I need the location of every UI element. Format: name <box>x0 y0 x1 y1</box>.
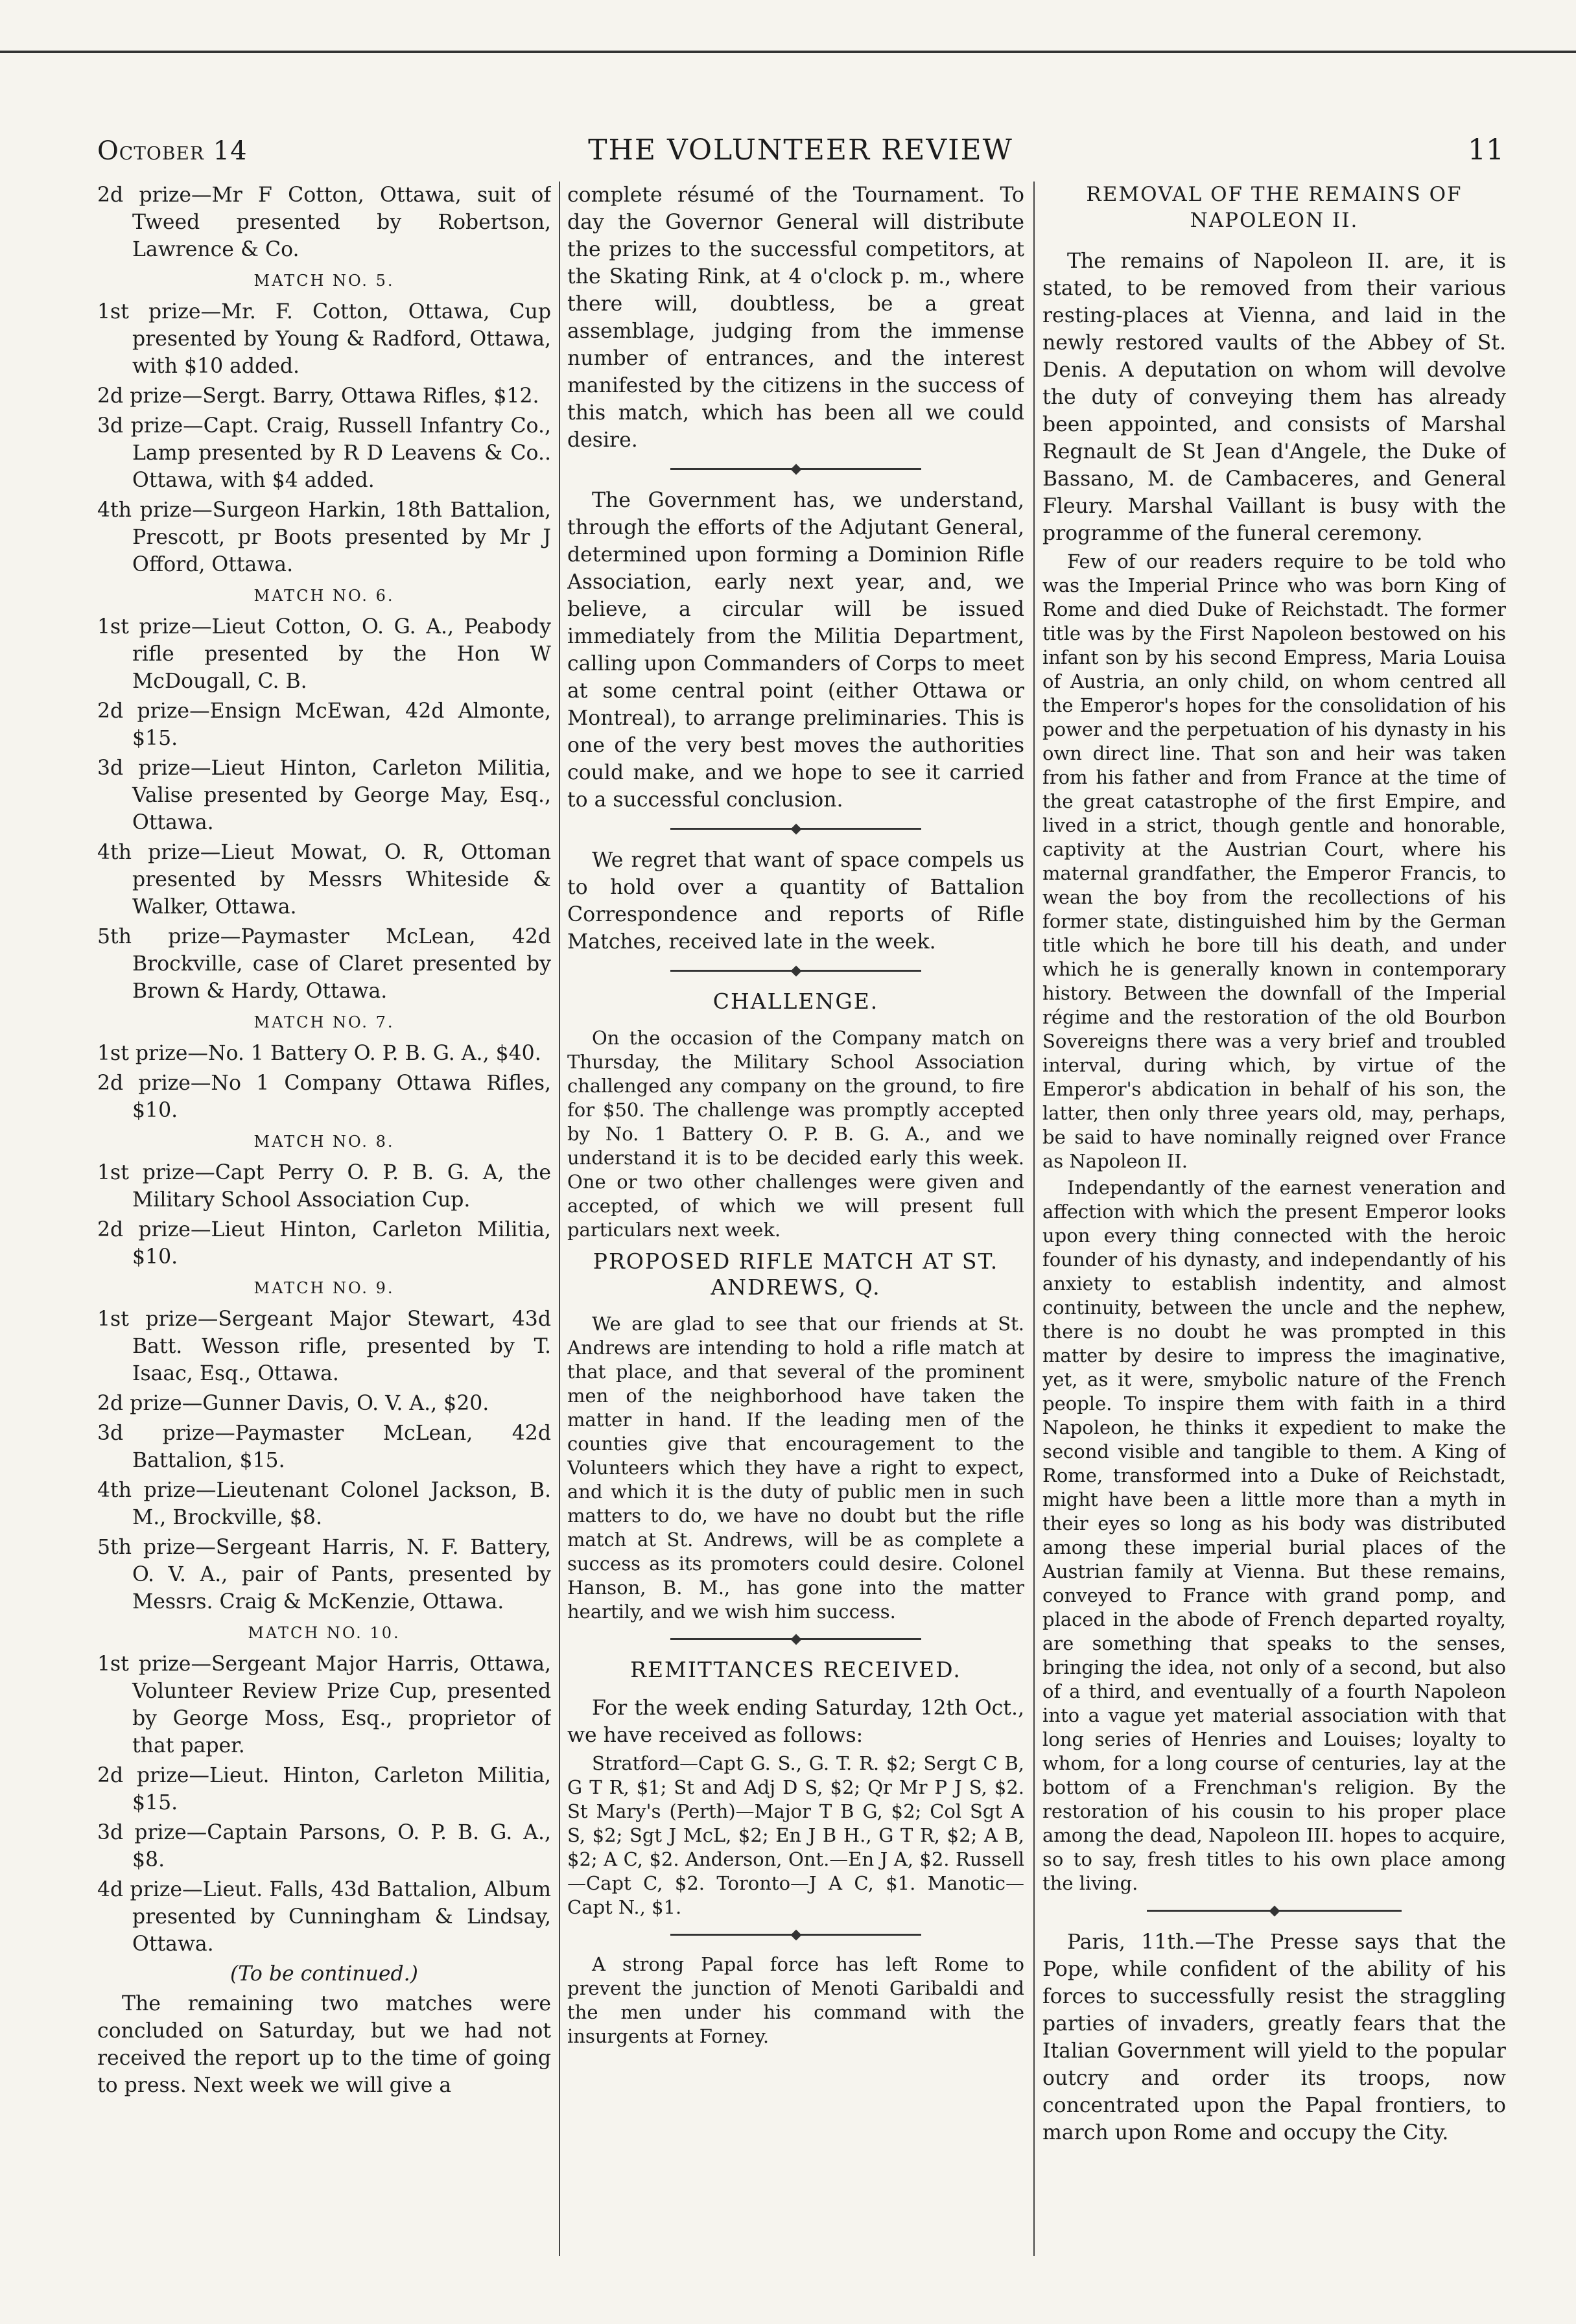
napoleon-paragraph-2: Few of our readers require to be told who was the Imperial Prince who was born King of Rome and died Duke of Reichstadt. The former title was by the First Napoleon bestowed on his infant son by his second Empress, Maria Louisa of Austria, an only child, on whom centred all the Emperor's hopes for the consolidation of his power and the perpetuation of his dynasty in his own direct line. That son and heir was taken from his father and from France at the time of the great catastrophe of the first Empire, and lived in a strict, though gentle and honorable, captivity at the Austrian Court, where his maternal grandfather, the Emperor Francis, to wean the boy from the recollections of his former state, distinguished him by the German title which he bore till his death, and under which he is generally known in contemporary history. Between the downfall of the Imperial régime and the restoration of the old Bourbon Sovereigns there was a very brief and troubled interval, during which, by virtue of the Emperor's abdication in behalf of his son, the latter, then only three years old, may, perhaps, be said to have nominally reigned over France as Napoleon II. <box>1042 550 1506 1172</box>
match-title: MATCH NO. 6. <box>253 587 395 605</box>
prize-entry: 2d prize—Ensign McEwan, 42d Almonte, $15. <box>97 699 551 750</box>
column-napoleon <box>1042 182 1506 2262</box>
space-notice-paragraph: We regret that want of space compels us to hold over a quantity of Battalion Correspondence and reports of Rifle Matches, received late in the week. <box>567 849 1024 954</box>
prize-entry: 2d prize—Mr F Cotton, Ottawa, suit of Tweed presented by Robertson, Lawrence & Co. <box>97 183 551 261</box>
page-header <box>97 130 1504 175</box>
prize-entry: 4th prize—Lieutenant Colonel Jackson, B. M., Brockville, $8. <box>97 1479 551 1529</box>
match-title: MATCH NO. 9. <box>253 1279 395 1297</box>
closing-paragraph: The remaining two matches were concluded on Saturday, but we had not received the report up to the time of going to press. Next week we will give a <box>97 1992 551 2097</box>
prize-entry: 5th prize—Sergeant Harris, N. F. Battery, O. V. A., pair of Pants, presented by Messrs. Craig & McKenzie, Ottawa. <box>97 1536 551 1614</box>
prize-entry: 3d prize—Capt. Craig, Russell Infantry Co., Lamp presented by R D Leavens & Co.. Ottawa, with $4 added. <box>97 414 551 492</box>
match-title: MATCH NO. 7. <box>253 1013 395 1031</box>
rifle-match-heading: PROPOSED RIFLE MATCH AT ST. ANDREWS, Q. <box>593 1249 999 1300</box>
issue-date: October 14 <box>97 136 248 166</box>
section-separator <box>670 1934 922 1936</box>
prize-entry: 4th prize—Lieut Mowat, O. R, Ottoman presented by Messrs Whiteside & Walker, Ottawa. <box>97 841 551 919</box>
prize-entry: 2d prize—Lieut Hinton, Carleton Militia, $10. <box>97 1218 551 1269</box>
papal-force-paragraph: A strong Papal force has left Rome to prevent the junction of Menoti Garibaldi and the men under his command with the insurgents at Forney. <box>567 1953 1024 2047</box>
remittances-list: Stratford—Capt G. S., G. T. R. $2; Sergt C B, G T R, $1; St and Adj D S, $2; Qr Mr P J S, $2. St Mary's (Perth)—Major T B G, $2; Col Sgt A S, $2; Sgt J McL, $2; En J B H., G T R, $2; A B, $2; A C, $2. Anderson, Ont.—En J A, $2. Russell—Capt C, $2. Toronto—J A C, $1. Manotic—Capt N., $1. <box>567 1752 1024 1918</box>
prize-entry: 4th prize—Surgeon Harkin, 18th Battalion, Prescott, pr Boots presented by Mr J Offord, Ottawa. <box>97 499 551 576</box>
prize-entry: 3d prize—Lieut Hinton, Carleton Militia, Valise presented by George May, Esq., Ottawa. <box>97 757 551 834</box>
prize-entry: 2d prize—Sergt. Barry, Ottawa Rifles, $12. <box>97 384 539 408</box>
challenge-heading: CHALLENGE. <box>712 989 879 1014</box>
prize-entry: 4d prize—Lieut. Falls, 43d Battalion, Album presented by Cunningham & Lindsay, Ottawa. <box>97 1878 551 1956</box>
section-separator <box>670 1638 922 1640</box>
section-separator <box>670 468 922 470</box>
top-rule <box>0 51 1576 53</box>
prize-entry: 2d prize—Lieut. Hinton, Carleton Militia, $15. <box>97 1764 551 1814</box>
tournament-paragraph: complete résumé of the Tournament. To day the Governor General will distribute the prizes to the successful competitors, at the Skating Rink, at 4 o'clock p. m., where there will, doubtless, be a great assemblage, judging from the immense number of entrances, and the interest manifested by the citizens in the success of this match, which has been all we could desire. <box>567 183 1024 452</box>
prize-entry: 1st prize—Mr. F. Cotton, Ottawa, Cup presented by Young & Radford, Ottawa, with $10 added. <box>97 300 551 378</box>
prize-entry: 1st prize—Sergeant Major Stewart, 43d Batt. Wesson rifle, presented by T. Isaac, Esq., Ottawa. <box>97 1308 551 1385</box>
remittances-intro: For the week ending Saturday, 12th Oct., we have received as follows: <box>567 1696 1024 1747</box>
paris-dispatch: Paris, 11th.—The Presse says that the Pope, while confident of the ability of his forces to successfully resist the straggling parties of invaders, greatly fears that the Italian Government will yield to the popular outcry and order its troops, now concentrated upon the Papal frontiers, to march upon Rome and occupy the City. <box>1042 1931 1506 2144</box>
prize-entry: 1st prize—Sergeant Major Harris, Ottawa, Volunteer Review Prize Cup, presented by George Moss, Esq., proprietor of that paper. <box>97 1652 551 1757</box>
publication-title: THE VOLUNTEER REVIEW <box>588 134 1013 167</box>
to-be-continued: (To be continued.) <box>230 1962 418 1986</box>
match-title: MATCH NO. 8. <box>253 1133 395 1151</box>
section-separator <box>670 970 922 972</box>
prize-entry: 1st prize—Lieut Cotton, O. G. A., Peabody rifle presented by the Hon W McDougall, C. B. <box>97 615 551 693</box>
column-editorial <box>567 182 1024 2262</box>
prize-entry: 3d prize—Captain Parsons, O. P. B. G. A., $8. <box>97 1821 551 1872</box>
prize-entry: 1st prize—Capt Perry O. P. B. G. A, the Military School Association Cup. <box>97 1161 551 1212</box>
napoleon-paragraph-3: Independantly of the earnest veneration and affection with which the present Emperor looks upon every thing connected with the heroic founder of his dynasty, and independantly of his anxiety to establish indentity, and almost continuity, between the uncle and the nephew, there is no doubt he was prompted in this matter by desire to impress the imaginative, yet, as it were, smybolic nature of the French people. To inspire them with faith in a third Napoleon, he thinks it expedient to make the second visible and tangible to them. A King of Rome, transformed into a Duke of Reichstadt, might have been a little more than a myth in their eyes so long as his body was distributed among these imperial burial places of the Austrian family at Vienna. But these remains, conveyed to France with grand pomp, and placed in the abode of French departed royalty, are something that speaks to the senses, bringing the idea, not only of a second, but also of a third, and eventually of a fourth Napoleon into a vague yet material association with that long series of Henries and Louises; loyalty to whom, for a long course of centuries, lay at the bottom of a Frenchman's religion. By the restoration of his cousin to his proper place among the dead, Napoleon III. hopes to acquire, so to say, fresh titles to his own place among the living. <box>1042 1177 1506 1894</box>
prize-entry: 2d prize—No 1 Company Ottawa Rifles, $10. <box>97 1072 551 1122</box>
remittances-heading: REMITTANCES RECEIVED. <box>630 1657 961 1682</box>
match-list <box>97 267 551 1958</box>
column-divider <box>1033 182 1035 2256</box>
column-prize-list <box>97 182 551 2262</box>
challenge-paragraph: On the occasion of the Company match on Thursday, the Military School Association challenged any company on the ground, to fire for $50. The challenge was promptly accepted by No. 1 Battery O. P. B. G. A., and we understand it is to be decided early this week. One or two other challenges were given and accepted, of which we will present full particulars next week. <box>567 1027 1024 1241</box>
section-separator <box>670 828 922 830</box>
match-title: MATCH NO. 5. <box>253 272 395 290</box>
section-separator <box>1147 1910 1402 1912</box>
rifle-match-paragraph: We are glad to see that our friends at St. Andrews are intending to hold a rifle match at that place, and that several of the prominent men of the neighborhood have taken the matter in hand. If the leading men of the counties give that encouragement to the Volunteers which they have a right to expect, and which it is the duty of public men in such matters to do, we have no doubt but the rifle match at St. Andrews, will be as complete a success as its promoters could desire. Colonel Hanson, B. M., has gone into the matter heartily, and we wish him success. <box>567 1313 1024 1623</box>
page-number: 11 <box>1468 134 1504 167</box>
prize-entry: 2d prize—Gunner Davis, O. V. A., $20. <box>97 1392 489 1415</box>
column-divider <box>559 182 560 2256</box>
match-title: MATCH NO. 10. <box>248 1624 401 1642</box>
prize-entry: 3d prize—Paymaster McLean, 42d Battalion, $15. <box>97 1422 551 1472</box>
napoleon-heading: REMOVAL OF THE REMAINS OF NAPOLEON II. <box>1086 183 1463 232</box>
rifle-association-paragraph: The Government has, we understand, through the efforts of the Adjutant General, determined upon forming a Dominion Rifle Association, early next year, and, we believe, a circular will be issued immediately from the Militia Department, calling upon Commanders of Corps to meet at some central point (either Ottawa or Montreal), to arrange preliminaries. This is one of the very best moves the authorities could make, and we hope to see it carried to a successful conclusion. <box>567 489 1024 812</box>
prize-entry: 5th prize—Paymaster McLean, 42d Brockville, case of Claret presented by Brown & Hardy, Ottawa. <box>97 925 551 1003</box>
prize-entry: 1st prize—No. 1 Battery O. P. B. G. A., $40. <box>97 1042 541 1065</box>
napoleon-paragraph-1: The remains of Napoleon II. are, it is stated, to be removed from their various resting-places at Vienna, and laid in the newly restored vaults of the Abbey of St. Denis. A deputation on whom will devolve the duty of conveying them has already been appointed, and consists of Marshal Regnault de St Jean d'Angele, the Duke of Bassano, M. de Cambaceres, and General Fleury. Marshal Vaillant is busy with the programme of the funeral ceremony. <box>1042 250 1506 545</box>
